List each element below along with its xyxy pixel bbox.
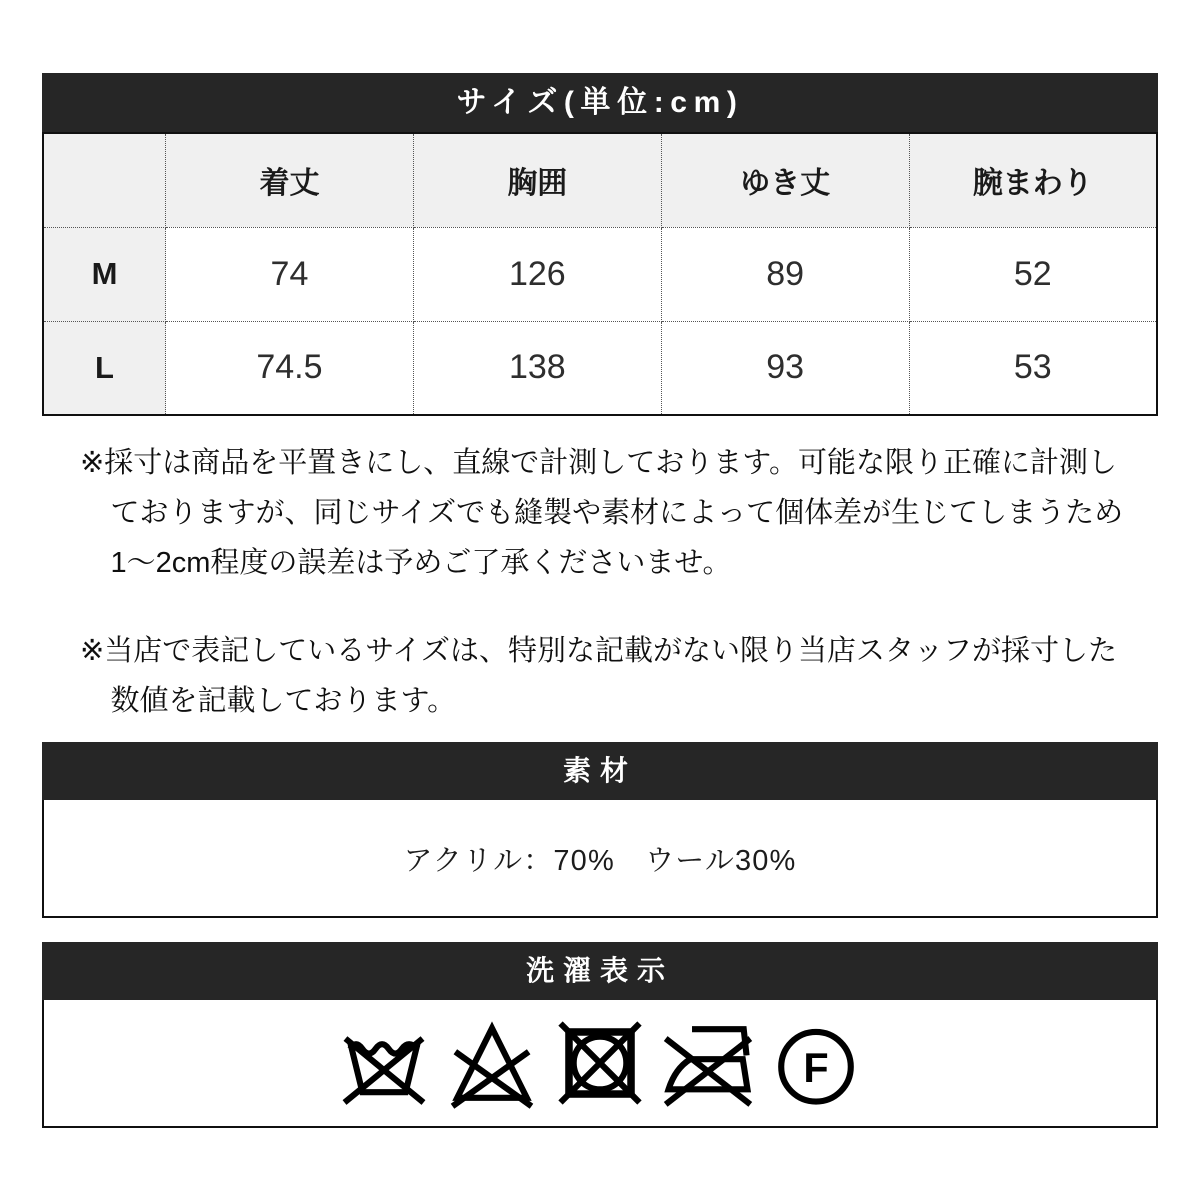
dry-clean-f-icon <box>769 1016 863 1110</box>
row-label-l: L <box>43 321 166 415</box>
size-section-title: サイズ(単位:cm) <box>42 73 1158 132</box>
column-header-length: 着丈 <box>166 133 414 227</box>
table-row-l <box>43 321 1157 415</box>
size-table-corner-cell <box>43 133 166 227</box>
size-value-cell: 89 <box>661 227 909 321</box>
laundry-title: 洗濯表示 <box>42 942 1158 1000</box>
size-value-cell: 53 <box>909 321 1157 415</box>
do-not-bleach-icon <box>445 1016 539 1110</box>
laundry-section <box>42 942 1158 1128</box>
size-value-cell: 74 <box>166 227 414 321</box>
material-title: 素材 <box>42 742 1158 800</box>
size-table <box>42 132 1158 416</box>
size-table-header-row <box>43 133 1157 227</box>
size-value-cell: 74.5 <box>166 321 414 415</box>
size-value-cell: 126 <box>413 227 661 321</box>
size-value-cell: 93 <box>661 321 909 415</box>
material-content: アクリル：70% ウール30% <box>42 800 1158 918</box>
material-section <box>42 742 1158 918</box>
row-label-m: M <box>43 227 166 321</box>
laundry-icons-row <box>42 1000 1158 1128</box>
do-not-wash-icon <box>337 1016 431 1110</box>
dry-clean-f-letter: F <box>803 1044 829 1091</box>
table-row-m <box>43 227 1157 321</box>
size-value-cell: 52 <box>909 227 1157 321</box>
column-header-arm: 腕まわり <box>909 133 1157 227</box>
do-not-iron-icon <box>661 1016 755 1110</box>
do-not-tumble-dry-icon <box>553 1016 647 1110</box>
measurement-note-1: ※採寸は商品を平置きにし、直線で計測しております。可能な限り正確に計測しておりますが、同じサイズでも縫製や素材によって個体差が生じてしまうため1〜2cm程度の誤差は予めご了承くださいませ。 <box>80 447 1124 579</box>
measurement-notes <box>80 438 1132 726</box>
column-header-chest: 胸囲 <box>413 133 661 227</box>
column-header-sleeve: ゆき丈 <box>661 133 909 227</box>
size-value-cell: 138 <box>413 321 661 415</box>
measurement-note-2: ※当店で表記しているサイズは、特別な記載がない限り当店スタッフが採寸した数値を記載しております。 <box>80 635 1117 717</box>
